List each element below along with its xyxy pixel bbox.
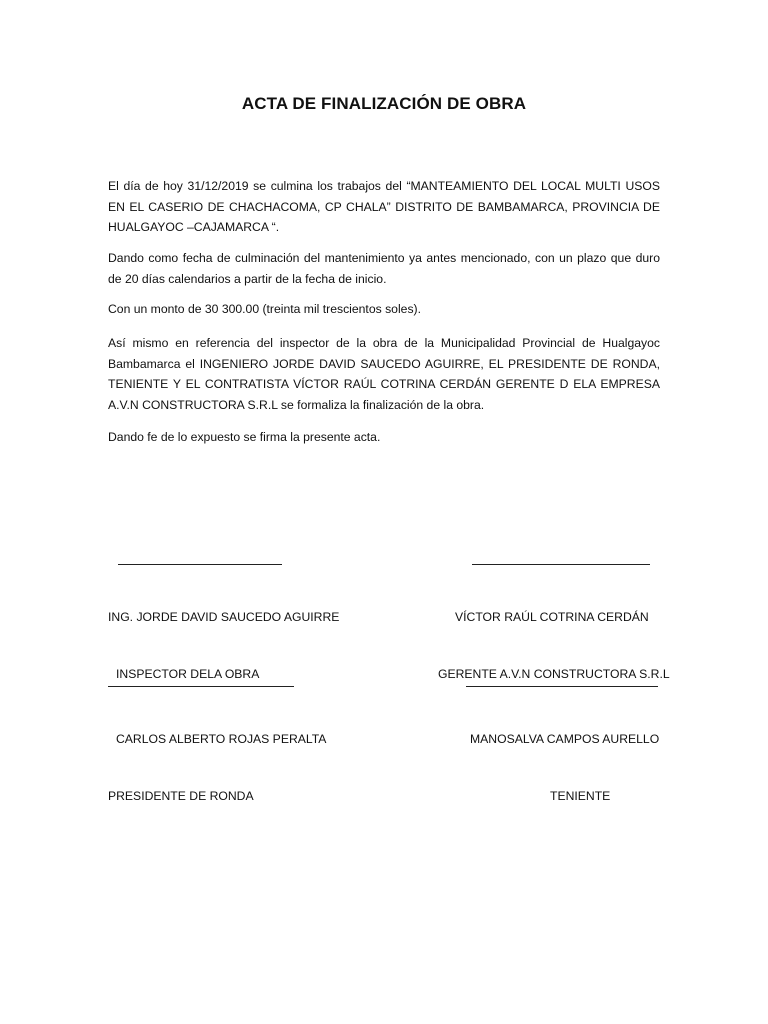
signer-role: GERENTE A.V.N CONSTRUCTORA S.R.L xyxy=(438,667,670,681)
signature-line xyxy=(108,672,294,687)
paragraph-parties: Así mismo en referencia del inspector de la obra de la Municipalidad Provincial de Hualgayoc Bambamarca el INGENIERO JORDE DAVID SAUCEDO AGUIRRE, EL PRESIDENTE DE RONDA, TENIENTE Y EL CONTRATISTA VÍCTOR RAÚL COTRINA CERDÁN GERENTE D ELA EMPRESA A.V.N CONSTRUCTORA S.R.L se formaliza la finalización de la obra. xyxy=(108,336,660,412)
document-title: ACTA DE FINALIZACIÓN DE OBRA xyxy=(241,94,527,113)
signer-role: TENIENTE xyxy=(550,789,611,803)
paragraph-completion-date: Dando como fecha de culminación del mantenimiento ya antes mencionado, con un plazo que duro de 20 días calendarios a partir de la fecha de inicio. xyxy=(108,251,660,286)
signature-line xyxy=(118,550,282,565)
paragraph-intro: El día de hoy 31/12/2019 se culmina los trabajos del “MANTEAMIENTO DEL LOCAL MULTI USOS EN EL CASERIO DE CHACHACOMA, CP CHALA” DISTRITO DE BAMBAMARCA, PROVINCIA DE HUALGAYOC –CAJAMARCA “. xyxy=(108,179,660,234)
signature-block-teniente xyxy=(466,634,659,844)
signer-name: VÍCTOR RAÚL COTRINA CERDÁN xyxy=(455,610,649,624)
signature-line xyxy=(466,672,658,687)
signer-role: INSPECTOR DELA OBRA xyxy=(116,667,260,681)
signer-name: MANOSALVA CAMPOS AURELLO xyxy=(470,732,660,746)
signature-block-ronda-president xyxy=(108,634,326,844)
signer-name: ING. JORDE DAVID SAUCEDO AGUIRRE xyxy=(108,610,340,624)
signature-line xyxy=(472,550,650,565)
paragraph-amount: Con un monto de 30 300.00 (treinta mil trescientos soles). xyxy=(108,302,421,316)
signer-role: PRESIDENTE DE RONDA xyxy=(108,789,254,803)
signer-name: CARLOS ALBERTO ROJAS PERALTA xyxy=(116,732,327,746)
paragraph-closing: Dando fe de lo expuesto se firma la presente acta. xyxy=(108,430,381,444)
